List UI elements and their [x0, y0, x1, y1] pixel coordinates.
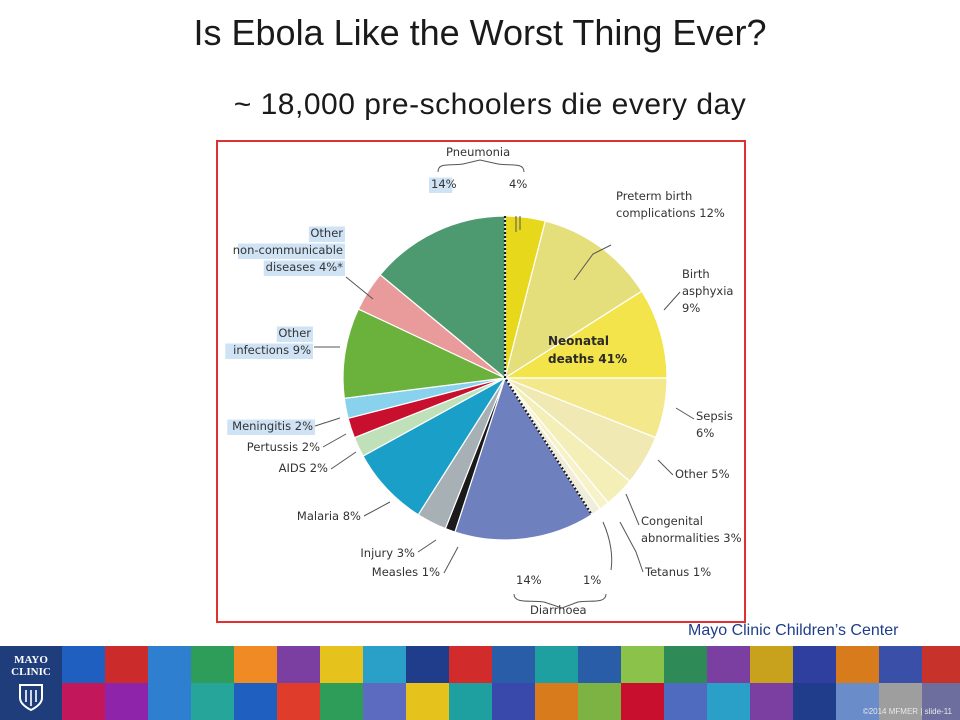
mayo-clinic-logo — [0, 646, 62, 720]
footer-tile — [234, 683, 277, 720]
footer-tile — [492, 646, 535, 683]
chart-label-5 — [682, 267, 733, 315]
chart-label-12 — [530, 603, 587, 617]
leader-line-7 — [444, 547, 458, 573]
svg-text:Pneumonia: Pneumonia — [446, 145, 511, 159]
shield-icon — [16, 682, 46, 712]
svg-text:Sepsis: Sepsis — [696, 409, 733, 423]
footer-tile — [879, 646, 922, 683]
svg-text:4%: 4% — [509, 177, 528, 191]
leader-line-2 — [664, 292, 680, 310]
svg-text:Congenital: Congenital — [641, 514, 703, 528]
leader-line-8 — [418, 540, 436, 552]
svg-text:Preterm birth: Preterm birth — [616, 189, 693, 203]
footer-tile — [621, 646, 664, 683]
leader-line-4 — [658, 460, 673, 475]
neonatal-deaths-label: Neonatal deaths 41% — [548, 334, 628, 366]
footer-tile — [234, 646, 277, 683]
svg-text:6%: 6% — [696, 426, 715, 440]
chart-label-3 — [509, 177, 527, 191]
chart-label-14 — [360, 546, 415, 560]
svg-text:1%: 1% — [583, 573, 602, 587]
leader-line-5 — [626, 494, 639, 525]
footer-tile — [406, 646, 449, 683]
footer-tile — [62, 646, 105, 683]
footer-tile — [191, 683, 234, 720]
chart-label-15 — [297, 509, 361, 523]
chart-label-13 — [372, 565, 440, 579]
footer-tile — [148, 683, 191, 720]
svg-text:complications 12%: complications 12% — [616, 206, 725, 220]
chart-label-4 — [616, 189, 725, 220]
footer-tile — [535, 646, 578, 683]
footer-tile — [277, 683, 320, 720]
footer-tile — [492, 683, 535, 720]
footer-tile — [62, 683, 105, 720]
chart-label-9 — [644, 565, 711, 579]
footer-tile — [535, 683, 578, 720]
footer-tile — [191, 646, 234, 683]
chart-label-20 — [233, 226, 345, 276]
slide-subtitle: ~ 18,000 pre-schoolers die every day — [233, 88, 747, 121]
slide-title: Is Ebola Like the Worst Thing Ever? — [193, 12, 767, 53]
svg-text:Other 5%: Other 5% — [675, 467, 730, 481]
svg-text:non-communicable: non-communicable — [232, 243, 343, 257]
footer-tile — [793, 646, 836, 683]
leader-line-6 — [620, 522, 643, 572]
footer-tile — [406, 683, 449, 720]
svg-text:Injury 3%: Injury 3% — [360, 546, 415, 560]
chart-label-1 — [446, 145, 510, 159]
footer-tile — [449, 683, 492, 720]
svg-text:abnormalities 3%: abnormalities 3% — [641, 531, 742, 545]
svg-text:Tetanus 1%: Tetanus 1% — [645, 565, 712, 579]
footer-tile — [922, 646, 960, 683]
svg-text:Malaria 8%: Malaria 8% — [296, 509, 361, 523]
chart-label-8 — [641, 514, 742, 545]
svg-text:diseases 4%*: diseases 4%* — [265, 260, 343, 274]
svg-text:9%: 9% — [682, 301, 701, 315]
footer-tile — [363, 683, 406, 720]
brand-caption: Mayo Clinic Children’s Center — [688, 622, 899, 639]
footer-tile — [105, 683, 148, 720]
svg-text:asphyxia: asphyxia — [682, 284, 734, 298]
chart-frame — [216, 140, 746, 623]
chart-label-17 — [247, 440, 320, 454]
svg-text:Measles 1%: Measles 1% — [371, 565, 440, 579]
footer-tile — [664, 683, 707, 720]
footer-tile — [320, 683, 363, 720]
svg-text:Other: Other — [278, 326, 311, 340]
svg-text:infections 9%: infections 9% — [233, 343, 311, 357]
svg-text:14%: 14% — [431, 177, 457, 191]
leader-line-12 — [315, 418, 340, 426]
footer-tile — [148, 646, 191, 683]
svg-text:Pertussis 2%: Pertussis 2% — [246, 440, 320, 454]
svg-text:Diarrhoea: Diarrhoea — [530, 603, 587, 617]
chart-label-6 — [696, 409, 733, 440]
chart-label-18 — [227, 419, 315, 435]
leader-line-14 — [346, 277, 373, 299]
chart-label-16 — [279, 461, 328, 475]
chart-label-7 — [675, 467, 730, 481]
footer-tile — [449, 646, 492, 683]
footer-tile — [277, 646, 320, 683]
svg-text:Other: Other — [310, 226, 343, 240]
footer-tile — [793, 683, 836, 720]
footer-banner — [0, 646, 960, 720]
leader-line-9 — [364, 502, 390, 516]
svg-text:AIDS 2%: AIDS 2% — [278, 461, 328, 475]
footer-tile — [578, 683, 621, 720]
footer-tile — [578, 646, 621, 683]
chart-label-11 — [516, 573, 542, 587]
footer-tile — [750, 646, 793, 683]
copyright-text: ©2014 MFMER | slide-11 — [862, 707, 952, 716]
footer-tile — [750, 683, 793, 720]
svg-text:Meningitis 2%: Meningitis 2% — [232, 419, 313, 433]
svg-text:Birth: Birth — [682, 267, 710, 281]
footer-tile — [707, 683, 750, 720]
footer-tile — [707, 646, 750, 683]
logo-line-1: MAYO — [14, 654, 48, 666]
svg-text:14%: 14% — [516, 573, 542, 587]
footer-tile — [836, 646, 879, 683]
logo-line-2: CLINIC — [11, 666, 51, 678]
footer-tile — [621, 683, 664, 720]
chart-label-19 — [225, 326, 313, 359]
footer-tile — [105, 646, 148, 683]
brace-1 — [438, 160, 524, 172]
footer-tile — [363, 646, 406, 683]
chart-label-2 — [429, 177, 457, 193]
footer-tile — [320, 646, 363, 683]
pie-chart — [218, 142, 744, 621]
leader-line-3 — [676, 408, 694, 419]
brace-4 — [603, 522, 612, 570]
chart-label-10 — [583, 573, 601, 587]
footer-tile — [664, 646, 707, 683]
leader-line-11 — [323, 434, 346, 447]
leader-line-10 — [331, 452, 356, 469]
